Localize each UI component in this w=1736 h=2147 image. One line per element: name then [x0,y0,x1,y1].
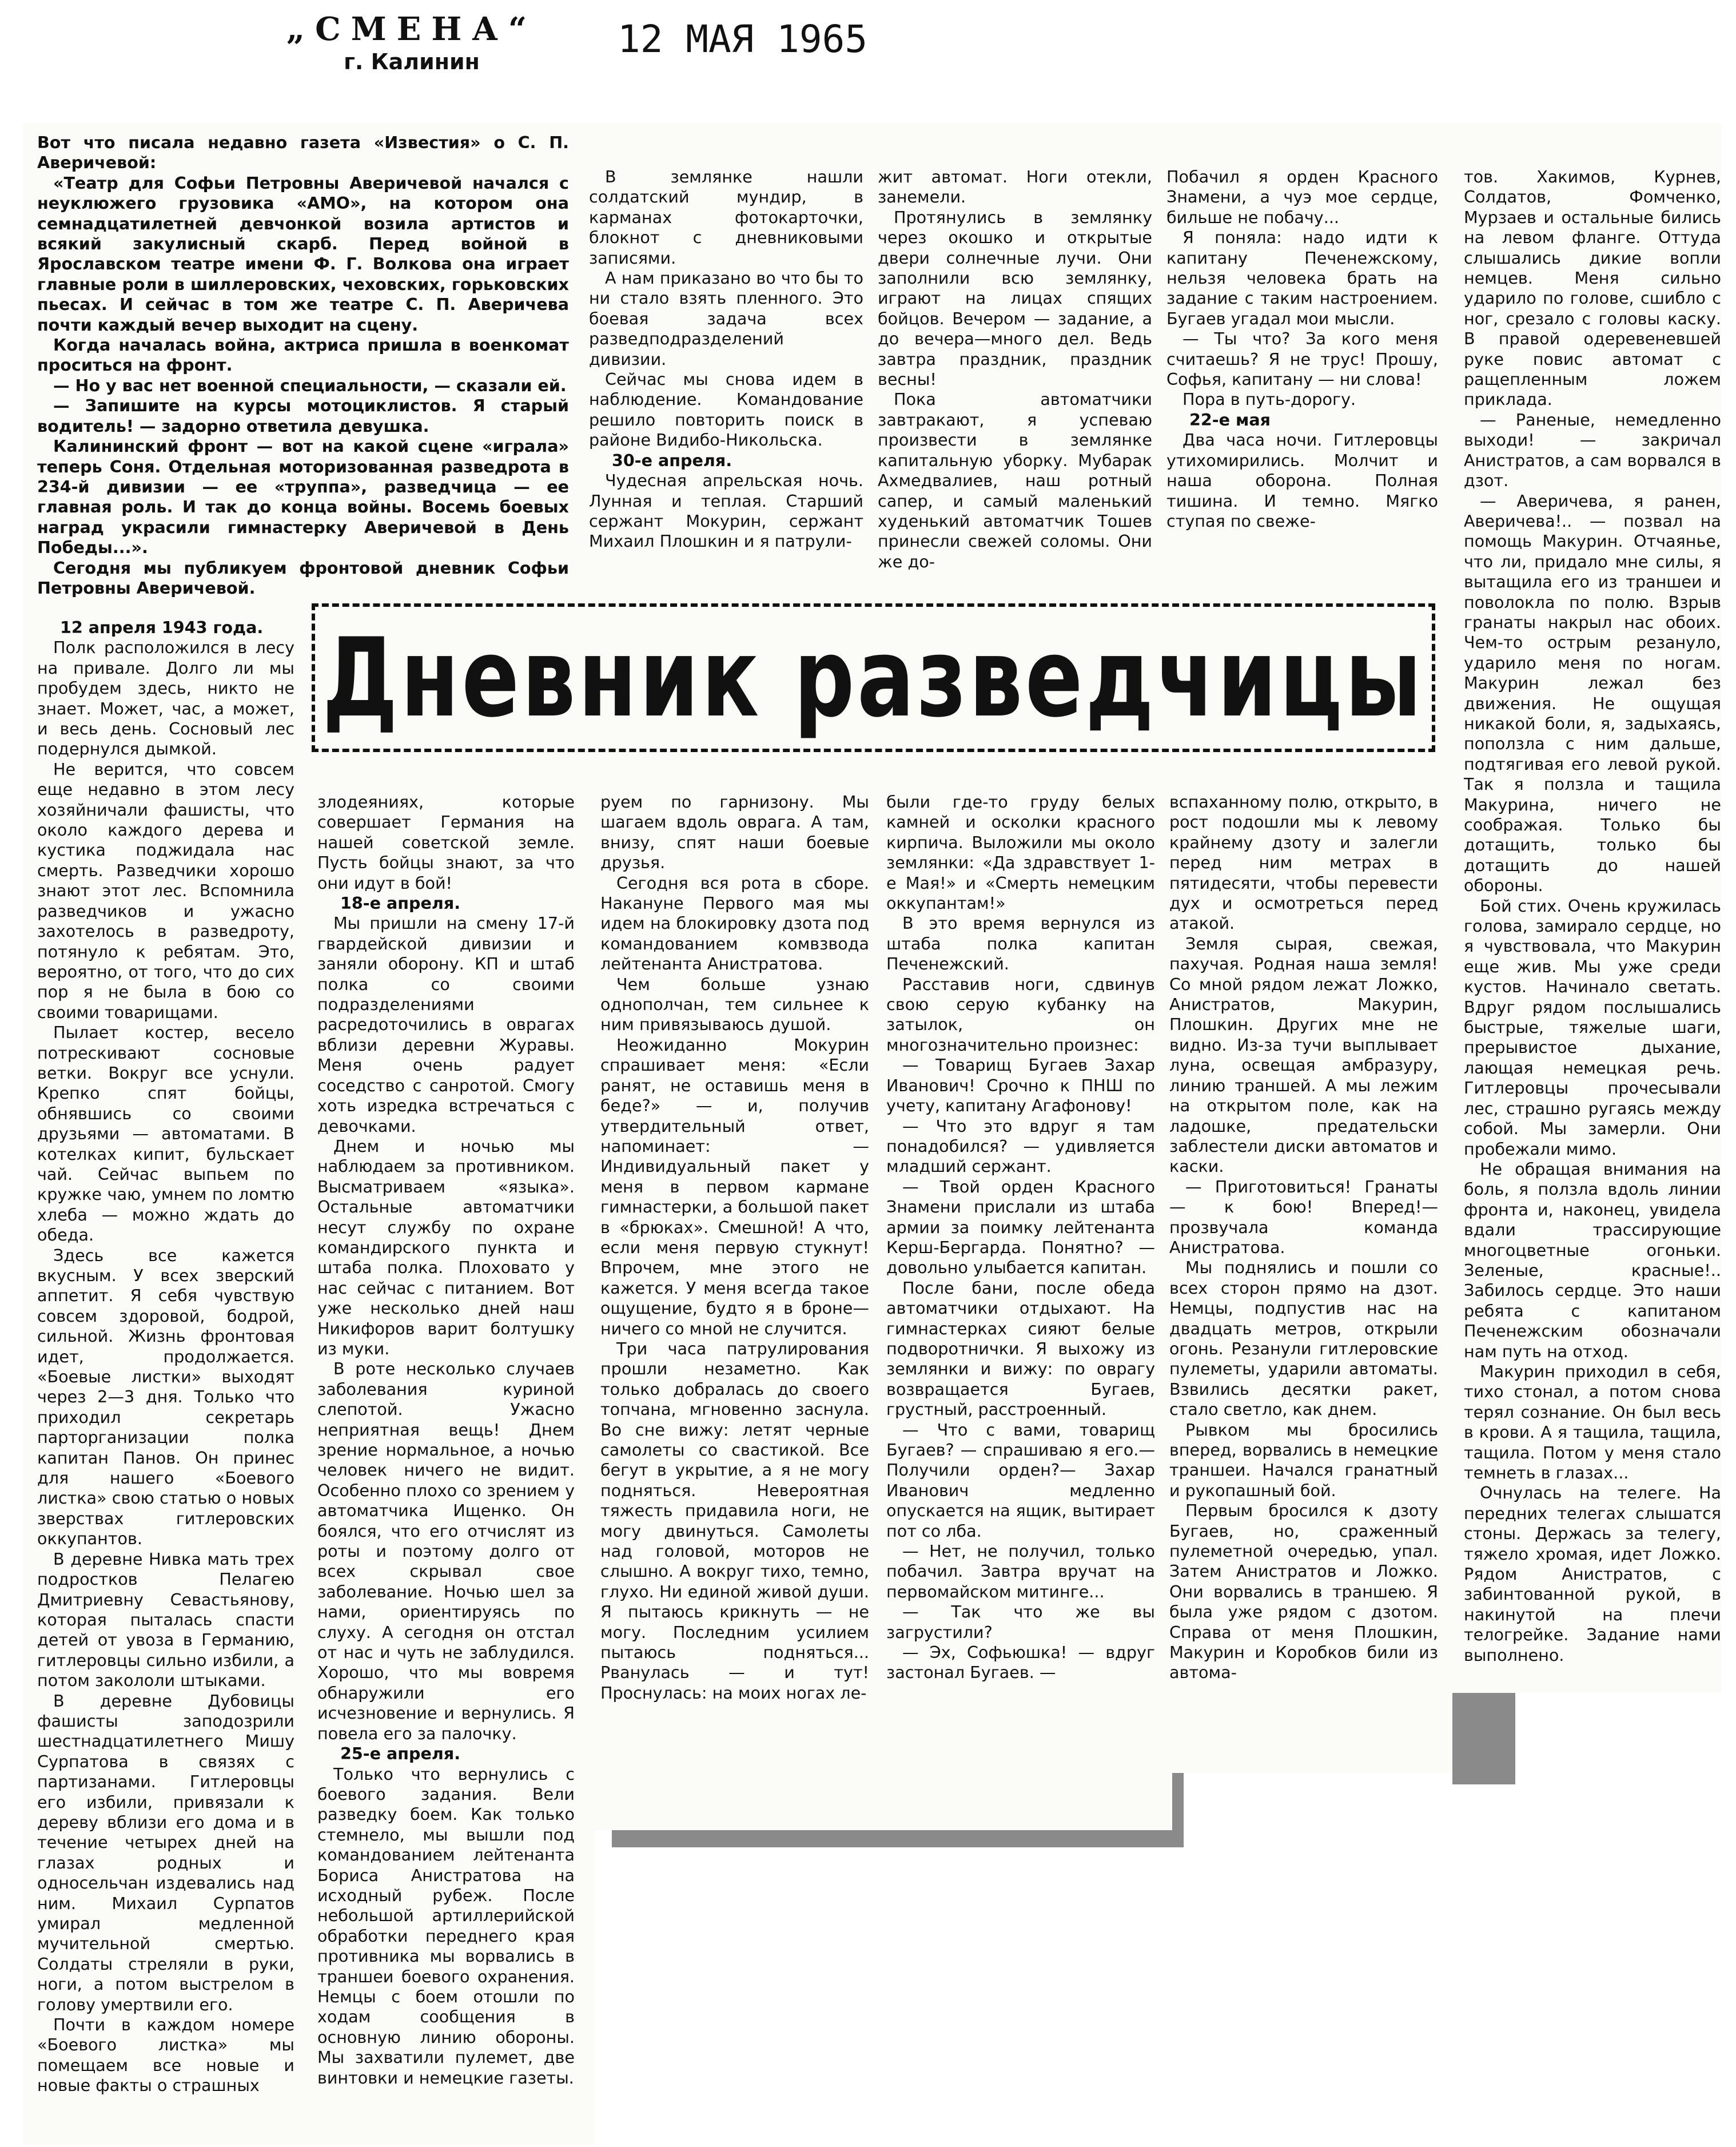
paragraph: Сегодня вся рота в сборе. Накануне Первого мая мы идем на блокировку дзота под командованием комвзвода лейтенанта Анистратова. [600,873,869,974]
paragraph: Очнулась на телеге. На передних телегах слышатся стоны. Держась за телегу, тяжело хромая, идет Ложко. Рядом Анистратов, с забинтованной рукой, в накинутой на плечи телогрейке. Задание нами выполнено. [1464,1483,1721,1665]
entry-date: 25-е апреля. [340,1744,461,1764]
column-upper-1 [589,167,863,552]
paragraph: Расставив ноги, сдвинув свою серую кубанку на затылок, он многозначительно произнес: [886,974,1155,1055]
intro-paragraph: Сегодня мы публикуем фронтовой дневник Софьи Петровны Аверичевой. [37,558,569,598]
intro-paragraph: — Но у вас нет военной специальности, — сказали ей. [53,375,567,395]
paragraph: Пора в путь-дорогу. [1182,389,1356,409]
intro-text [37,133,569,598]
paragraph: Побачил я орден Красного Знамени, а чуэ мое сердце, бильше не побачу... [1166,167,1438,227]
paragraph: Пока автоматчики завтракают, я успеваю произвести в землянке капитальную уборку. Мубарак Ахмедвалиев, наш ротный сапер, и самый маленький худенький автоматчик Тошев принесли свежей соломы. Они же до- [878,389,1152,571]
headline-box [312,603,1435,752]
paragraph: Мы поднялись и пошли со всех сторон прямо на дзот. Немцы, подпустив нас на двадцать метров, открыли огонь. Резанули гитлеровские пулеметы, ударили автоматы. Взвились десятки ракет, стало светло, как днем. [1169,1258,1438,1420]
column-lower-3 [600,792,869,1703]
entry-date: 22-е мая [1189,409,1271,430]
intro-paragraph: Вот что писала недавно газета «Известия» о С. П. Аверичевой: [37,133,569,173]
paragraph: Неожиданно Мокурин спрашивает меня: «Если ранят, не оставишь меня в беде?» — и, получив утвердительный ответ, напоминает: — Индивидуальный пакет у меня в первом кармане гимнастерки, а большой пакет в «брюках». Смешной! А что, если меня первую стукнут! Впрочем, мне этого не кажется. У меня всегда такое ощущение, будто я в броне—ничего со мной не случится. [600,1035,869,1338]
paragraph: — Что это вдруг я там понадобился? — удивляется младший сержант. [886,1116,1155,1176]
column-lower-4 [886,792,1155,1683]
paragraph: тов. Хакимов, Курнев, Солдатов, Фомченко, Мурзаев и остальные бились на левом фланге. Оттуда слышались дикие вопли немцев. Меня сильно ударило по голове, сшибло с ног, срезало с головы каску. В правой одеревеневшей руке повис автомат с ращепленным ложем приклада. [1464,167,1721,409]
paragraph: Первым бросился к дзоту Бугаев, но, сраженный пулеметной очередью, упал. Затем Анистратов и Ложко. Они ворвались в траншею. Я была уже рядом с дзотом. Справа от меня Плошкин, Макурин и Коробков били из автома- [1169,1501,1438,1683]
column-upper-4 [1464,167,1721,1665]
paragraph: Здесь все кажется вкусным. У всех зверский аппетит. Я себя чувствую совсем здоровой, бодрой, сильной. Жизнь фронтовая идет, продолжается. «Боевые листки» выходят через 2—3 дня. Только что приходил секретарь парторганизации полка капитан Панов. Он принес для нашего «Боевого листка» свою статью о новых зверствах гитлеровских оккупантов. [37,1245,294,1549]
paragraph: Только что вернулись с боевого задания. Вели разведку боем. Как только стемнело, мы вышли под командованием лейтенанта Бориса Анистратова на исходный рубеж. После небольшой артиллерийской обработки переднего края противника мы ворвались в траншеи боевого охранения. Немцы с боем отошли по ходам сообщения в основную линию обороны. Мы захватили пулемет, две винтовки и немецкие газеты. [317,1764,575,2088]
paragraph: — Аверичева, я ранен, Аверичева!.. — позвал на помощь Макурин. Отчаянье, что ли, придало мне силы, я вытащила его из траншеи и поволокла по полю. Взрыв гранаты накрыл нас обоих. Чем-то острым резануло, ударило меня по ногам. Макурин лежал без движения. Не ощущая никакой боли, я, задыхаясь, поползла с ним дальше, подтягивая его левой рукой. Так я ползла и тащила Макурина, ничего не соображая. Только бы дотащить, только бы дотащить до нашей обороны. [1464,491,1721,896]
paragraph: А нам приказано во что бы то ни стало взять пленного. Это боевая задача всех разведподразделений дивизии. [589,268,863,369]
intro-paragraph: Калининский фронт — вот на какой сцене «играла» теперь Соня. Отдельная моторизованная разведрота в 234-й дивизии — ее «труппа», разведчица — ее главная роль. И так до конца войны. Восемь боевых наград украсили гимнастерку Аверичевой в День Победы...». [37,436,569,558]
entry-date: 18-е апреля. [340,893,461,913]
paragraph: Я поняла: надо идти к капитану Печенежскому, нельзя человека брать на задание с таким настроением. Бугаев угадал мои мысли. [1166,228,1438,328]
paragraph: Три часа патрулирования прошли незаметно. Как только добралась до своего топчана, мгновенно заснула. Во сне вижу: летят черные самолеты со свастикой. Все бегут в укрытие, а я не могу подняться. Невероятная тяжесть придавила ноги, не могу двинуться. Самолеты над головой, моторов не слышно. А вокруг тихо, темно, глухо. Ни единой живой души. Я пытаюсь крикнуть — не могу. Последним усилием пытаюсь подняться... Рванулась — и тут! Проснулась: на моих ногах ле- [600,1338,869,1703]
column-lower-5 [1169,792,1438,1683]
entry-date: 12 апреля 1943 года. [60,618,264,637]
paragraph: Протянулись в землянку через окошко и открытые двери солнечные лучи. Они заполнили всю землянку, играют на лицах спящих бойцов. Вечером — задание, а до вечера—много дел. Ведь завтра праздник, праздник весны! [878,207,1152,389]
paragraph: Чудесная апрельская ночь. Лунная и теплая. Старший сержант Мокурин, сержант Михаил Плошкин и я патрули- [589,471,863,551]
paragraph: Чем больше узнаю однополчан, тем сильнее к ним привязываюсь душой. [600,974,869,1035]
paragraph: руем по гарнизону. Мы шагаем вдоль оврага. А там, внизу, спят наши боевые друзья. [600,792,869,873]
column-lower-1 [37,618,294,2096]
paragraph: — Нет, не получил, только побачил. Завтра вручат на первомайском митинге... [886,1541,1155,1601]
paragraph: В землянке нашли солдатский мундир, в карманах фотокарточки, блокнот с дневниковыми записями. [589,167,863,268]
paragraph: В роте несколько случаев заболевания куриной слепотой. Ужасно неприятная вещь! Днем зрение нормальное, а ночью человек ничего не видит. Особенно плохо со зрением у автоматчика Ищенко. Он боялся, что его отчислят из роты и поэтому долго от всех скрывал свое заболевание. Ночью шел за нами, ориентируясь по слуху. А сегодня он отстал от нас и чуть не заблудился. Хорошо, что мы вовремя обнаружили его исчезновение и вернулись. Я повела его за палочку. [317,1359,575,1743]
paragraph: — Так что же вы загрустили? [886,1602,1155,1642]
paragraph: Бой стих. Очень кружилась голова, замирало сердце, но я чувствовала, что Макурин еще жив. Мы уже среди кустов. Начинало светать. Вдруг рядом послышались быстрые, тяжелые шаги, прерывистое дыхание, лающая немецкая речь. Гитлеровцы прочесывали лес, страшно ругаясь между собой. Мы замерли. Они пробежали мимо. [1464,896,1721,1159]
paragraph: После бани, после обеда автоматчики отдыхают. На гимнастерках сияют белые подворотнички. Я выхожу из землянки и вижу: по оврагу возвращается Бугаев, грустный, расстроенный. [886,1278,1155,1420]
paragraph: Два часа ночи. Гитлеровцы утихомирились. Молчит и наша оборона. Полная тишина. И темно. Мягко ступая по свеже- [1166,430,1438,531]
paragraph: Не верится, что совсем еще недавно в этом лесу хозяйничали фашисты, что около каждого дерева и кустика поджидала нас смерть. Разведчики хорошо знают этот лес. Вспомнила разведчиков и ужасно захотелось в разведроту, потянуло к ребятам. Это, вероятно, от того, что до сих пор я не была в бою со своими товарищами. [37,759,294,1022]
issue-date: 12 МАЯ 1965 [618,17,868,61]
paragraph: — Что с вами, товарищ Бугаев? — спрашиваю я его.—Получили орден?— Захар Иванович медленно опускается на ящик, вытирает пот со лба. [886,1420,1155,1541]
paragraph: — Раненые, немедленно выходи! — закричал Анистратов, а сам ворвался в дзот. [1464,409,1721,491]
paragraph: В деревне Нивка мать трех подростков Пелагею Дмитриевну Севастьянову, которая пыталась спасти детей от увоза в Германию, гитлеровцы сильно избили, а потом закололи штыками. [37,1549,294,1691]
column-upper-3 [1166,167,1438,531]
paragraph: Полк расположился в лесу на привале. Долго ли мы пробудем здесь, никто не знает. Может, час, а может, и весь день. Сосновый лес подернулся дымкой. [37,638,294,759]
paragraph: — Твой орден Красного Знамени прислали из штаба армии за поимку лейтенанта Керш-Бергарда. Понятно? — довольно улыбается капитан. [886,1176,1155,1278]
paragraph: — Приготовиться! Гранаты — к бою! Вперед!— прозвучала команда Анистратова. [1169,1176,1438,1257]
paragraph: вспаханному полю, открыто, в рост подошли мы к левому крайнему дзоту и залегли перед ним метрах в пятидесяти, чтобы перевести дух и осмотреться перед атакой. [1169,792,1438,933]
headline: Дневник разведчицы [322,614,1424,741]
entry-date: 30-е апреля. [612,450,732,470]
paragraph: Макурин приходил в себя, тихо стонал, а потом снова терял сознание. Он был весь в крови. А я тащила, тащила, тащила. Потом у меня стало темнеть в глазах... [1464,1361,1721,1482]
column-lower-2 [317,792,575,2088]
paragraph: Земля сырая, свежая, пахучая. Родная наша земля! Со мной рядом лежат Ложко, Анистратов, Макурин, Плошкин. Других мне не видно. Из-за тучи выплывает луна, освещая амбразуру, линию траншей. А мы лежим на открытом поле, как на ладошке, предательски заблестели диски автоматов и каски. [1169,933,1438,1176]
paragraph: Днем и ночью мы наблюдаем за противником. Высматриваем «языка». Остальные автоматчики несут службу по охране командирского пункта и штаба полка. Плоховато у нас сейчас с питанием. Вот уже несколько дней наш Никифоров варит болтушку из муки. [317,1136,575,1358]
paragraph: — Товарищ Бугаев Захар Иванович! Срочно к ПНШ по учету, капитану Агафонову! [886,1055,1155,1116]
paragraph: жит автомат. Ноги отекли, занемели. [878,167,1152,207]
paragraph: Рывком мы бросились вперед, ворвались в немецкие траншеи. Начался гранатный и рукопашный бой. [1169,1420,1438,1500]
paragraph: — Эх, Софьюшка! — вдруг застонал Бугаев. — [886,1643,1155,1683]
intro-paragraph: Когда началась война, актриса пришла в военкомат проситься на фронт. [37,335,569,375]
newspaper-city: г. Калинин [344,49,480,74]
paragraph: Не обращая внимания на боль, я ползла вдоль линии фронта и, наконец, увидела вдали трассирующие многоцветные огоньки. Зеленые, красные!.. Забилось сердце. Это наши ребята с капитаном Печенежским обозначали нам путь на отход. [1464,1159,1721,1361]
paragraph: Мы пришли на смену 17-й гвардейской дивизии и заняли оборону. КП и штаб полка со своими подразделениями расредоточились в оврагах вблизи деревни Журавы. Меня очень радует соседство с санротой. Смогу хоть изредка встречаться с девочками. [317,913,575,1136]
paragraph: Почти в каждом номере «Боевого листка» мы помещаем все новые и новые факты о страшных [37,2015,294,2096]
column-upper-2 [878,167,1152,572]
paragraph: злодеяниях, которые совершает Германия на нашей советской земле. Пусть бойцы знают, за что они идут в бой! [317,792,575,893]
paragraph: В деревне Дубовицы фашисты заподозрили шестнадцатилетнего Мишу Сурпатова в связях с партизанами. Гитлеровцы его избили, привязали к дереву вблизи его дома и в течение четырех дней на глазах родных и односельчан издевались над ним. Михаил Сурпатов умирал медленной мучительной смертью. Солдаты стреляли в руки, ноги, а потом выстрелом в голову умертвили его. [37,1691,294,2014]
paragraph: В это время вернулся из штаба полка капитан Печенежский. [886,913,1155,974]
paragraph: Сейчас мы снова идем в наблюдение. Командование решило повторить поиск в районе Видибо-Никольска. [589,369,863,450]
paragraph: — Ты что? За кого меня считаешь? Я не трус! Прошу, Софья, капитану — ни слова! [1166,329,1438,389]
newspaper-name: „СМЕНА“ [286,10,537,48]
paragraph: были где-то груду белых камней и осколки красного кирпича. Выложили мы около землянки: «Да здравствует 1-е Мая!» и «Смерть немецким оккупантам!» [886,792,1155,913]
newspaper-stamp [286,10,537,85]
intro-paragraph: «Театр для Софьи Петровны Аверичевой начался с неуклюжего грузовика «АМО», на котором она семнадцатилетней девчонкой возила артистов и всякий закулисный скарб. Перед войной в Ярославском театре имени Ф. Г. Волкова она играет главные роли в шиллеровских, чеховских, горьковских пьесах. И сейчас в том же театре С. П. Аверичева почти каждый вечер выходит на сцену. [37,173,569,335]
intro-paragraph: — Запишите на курсы мотоциклистов. Я старый водитель! — задорно ответила девушка. [37,396,569,436]
paragraph: Пылает костер, весело потрескивают сосновые ветки. Вокруг все уснули. Крепко спят бойцы, обнявшись со своими друзьями — автоматами. В котелках кипит, бульскает чай. Сейчас выпьем по кружке чаю, умнем по ломтю хлеба — можно ждать до обеда. [37,1023,294,1245]
